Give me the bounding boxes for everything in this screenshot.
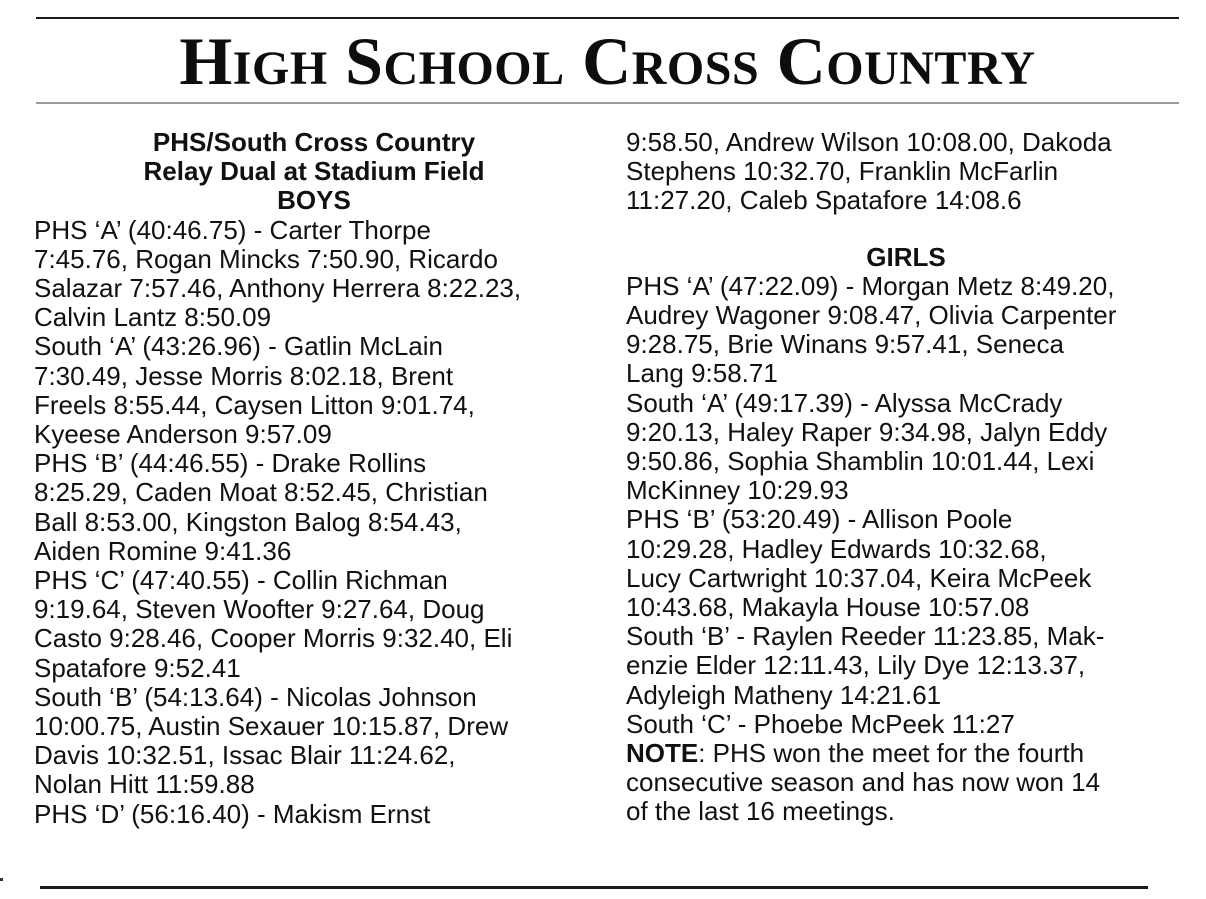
boys-results-continued bbox=[626, 128, 1186, 216]
scan-mark bbox=[0, 878, 3, 881]
left-column bbox=[34, 128, 594, 829]
result-line: South ‘B’ - Raylen Reeder 11:23.85, Mak- bbox=[626, 621, 1105, 652]
result-line: South ‘B’ (54:13.64) - Nicolas Johnson bbox=[34, 681, 477, 712]
result-line: 10:00.75, Austin Sexauer 10:15.87, Drew bbox=[34, 711, 509, 742]
result-line: 11:27.20, Caleb Spatafore 14:08.6 bbox=[626, 185, 1022, 216]
result-line: 10:43.68, Makayla House 10:57.08 bbox=[626, 592, 1030, 623]
result-line: Nolan Hitt 11:59.88 bbox=[34, 769, 255, 800]
result-line: South ‘C’ - Phoebe McPeek 11:27 bbox=[626, 708, 1015, 739]
girls-heading: GIRLS bbox=[866, 241, 946, 272]
note-line: of the last 16 meetings. bbox=[626, 796, 895, 827]
result-line: McKinney 10:29.93 bbox=[626, 475, 849, 506]
top-rule bbox=[36, 17, 1179, 19]
title-rule bbox=[36, 102, 1179, 104]
result-line: 10:29.28, Hadley Edwards 10:32.68, bbox=[626, 533, 1047, 564]
article-heading-line: PHS/South Cross Country bbox=[152, 127, 476, 157]
girls-results bbox=[626, 272, 1186, 739]
result-line: South ‘A’ (43:26.96) - Gatlin McLain bbox=[34, 331, 443, 362]
section-title: High School Cross Country bbox=[179, 23, 1036, 99]
boys-heading: BOYS bbox=[277, 185, 351, 216]
result-line: Audrey Wagoner 9:08.47, Olivia Carpenter bbox=[626, 300, 1117, 331]
result-line: enzie Elder 12:11.43, Lily Dye 12:13.37, bbox=[626, 650, 1086, 681]
spacer bbox=[626, 216, 1186, 243]
result-line: Casto 9:28.46, Cooper Morris 9:32.40, Eli bbox=[34, 623, 513, 654]
right-column bbox=[626, 128, 1186, 827]
note-line bbox=[626, 739, 1186, 768]
result-line: Davis 10:32.51, Issac Blair 11:24.62, bbox=[34, 740, 456, 771]
result-line: 8:25.29, Caden Moat 8:52.45, Christian bbox=[34, 477, 488, 508]
result-line: PHS ‘B’ (53:20.49) - Allison Poole bbox=[626, 504, 1013, 535]
note-label: NOTE bbox=[626, 738, 699, 769]
result-line: Kyeese Anderson 9:57.09 bbox=[34, 419, 332, 450]
result-line: Aiden Romine 9:41.36 bbox=[34, 535, 292, 566]
result-line: PHS ‘C’ (47:40.55) - Collin Richman bbox=[34, 565, 448, 596]
note-text: : PHS won the meet for the fourth bbox=[698, 738, 1085, 769]
boys-results bbox=[34, 216, 594, 829]
result-line: South ‘A’ (49:17.39) - Alyssa McCrady bbox=[626, 387, 1063, 418]
result-line: Salazar 7:57.46, Anthony Herrera 8:22.23, bbox=[34, 273, 522, 304]
result-line: 9:58.50, Andrew Wilson 10:08.00, Dakoda bbox=[626, 127, 1112, 157]
note-line: consecutive season and has now won 14 bbox=[626, 767, 1101, 798]
result-line: Lucy Cartwright 10:37.04, Keira McPeek bbox=[626, 562, 1092, 593]
bottom-rule bbox=[40, 886, 1148, 889]
result-line: PHS ‘B’ (44:46.55) - Drake Rollins bbox=[34, 448, 427, 479]
result-line: Stephens 10:32.70, Franklin McFarlin bbox=[626, 156, 1059, 187]
article-heading-line: Relay Dual at Stadium Field bbox=[143, 156, 485, 187]
result-line: 7:45.76, Rogan Mincks 7:50.90, Ricardo bbox=[34, 243, 498, 274]
result-line: PHS ‘A’ (47:22.09) - Morgan Metz 8:49.20, bbox=[626, 270, 1115, 301]
result-line: 9:20.13, Haley Raper 9:34.98, Jalyn Eddy bbox=[626, 416, 1108, 447]
result-line: Calvin Lantz 8:50.09 bbox=[34, 302, 272, 333]
result-line: PHS ‘A’ (40:46.75) - Carter Thorpe bbox=[34, 214, 431, 245]
result-line: Spatafore 9:52.41 bbox=[34, 652, 241, 683]
result-line: 7:30.49, Jesse Morris 8:02.18, Brent bbox=[34, 360, 454, 391]
result-line: Ball 8:53.00, Kingston Balog 8:54.43, bbox=[34, 506, 462, 537]
result-line: Freels 8:55.44, Caysen Litton 9:01.74, bbox=[34, 389, 475, 420]
result-line: 9:19.64, Steven Woofter 9:27.64, Doug bbox=[34, 594, 485, 625]
result-line: Lang 9:58.71 bbox=[626, 358, 778, 389]
result-line: 9:28.75, Brie Winans 9:57.41, Seneca bbox=[626, 329, 1064, 360]
result-line: PHS ‘D’ (56:16.40) - Makism Ernst bbox=[34, 798, 431, 829]
result-line: 9:50.86, Sophia Shamblin 10:01.44, Lexi bbox=[626, 446, 1095, 477]
result-line: Adyleigh Matheny 14:21.61 bbox=[626, 679, 942, 710]
